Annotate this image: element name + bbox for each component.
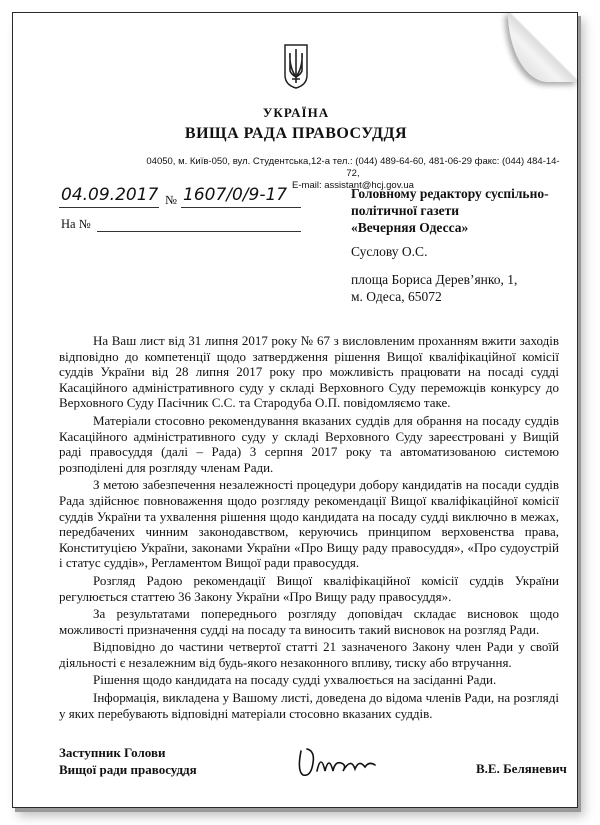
handwritten-signature-icon bbox=[295, 741, 385, 781]
org-address-line: 04050, м. Київ-050, вул. Студентська,12-а тел.: (044) 489-64-60, 481-06-29 факс: (044) 484-14-72, bbox=[146, 156, 560, 179]
trident-emblem-icon bbox=[283, 43, 309, 89]
organization-heading: ВИЩА РАДА ПРАВОСУДДЯ bbox=[184, 125, 408, 142]
signatory-name: В.Е. Беляневич bbox=[476, 761, 567, 776]
recipient-address-line-2: м. Одеса, 65072 bbox=[351, 289, 442, 304]
body-paragraph-3: З метою забезпечення незалежності процедури добору кандидатів на посади суддів Рада здійснює повноваження щодо розгляду рекомендації Вищої кваліфікаційної комісії суддів України та ухвалення рішення щодо кандидата на посаду судді виключно в межах, передбачених чинним законодавством, керуючись принципом верховенства права, Конституцією України, законами України «Про Вищу раду правосуддя», «Про судоустрій і статус суддів», Регламентом Вищої ради правосуддя. bbox=[59, 477, 559, 571]
org-email-line: E-mail: assistant@hcj.gov.ua bbox=[292, 180, 414, 191]
letter-page bbox=[12, 12, 578, 808]
signatory-title bbox=[59, 744, 197, 778]
recipient-block bbox=[351, 185, 549, 236]
country-heading: УКРАЇНА bbox=[262, 105, 330, 120]
body-paragraph-5: За результатами попереднього розгляду доповідач складає висновок щодо можливості призначення судді на посаду та виносить такий висновок на розгляд Ради. bbox=[59, 606, 559, 637]
page-curl bbox=[508, 12, 578, 82]
signatory-title-line-1: Заступник Голови bbox=[59, 745, 166, 760]
letter-body bbox=[59, 333, 559, 723]
body-paragraph-6: Відповідно до частини четвертої статті 21 зазначеного Закону член Ради у своїй діяльності є незалежним від будь-якого незаконного впливу, тиску або втручання. bbox=[59, 639, 559, 670]
recipient-line-1: Головному редактору суспільно- bbox=[351, 186, 549, 201]
recipient-address bbox=[351, 271, 517, 305]
body-paragraph-4: Розгляд Радою рекомендації Вищої кваліфікаційної комісії суддів України регулюється статтею 36 Закону України «Про Вищу раду правосуддя». bbox=[59, 572, 559, 604]
recipient-address-line-1: площа Бориса Дерев’янко, 1, bbox=[351, 272, 518, 287]
reply-to-underline bbox=[97, 231, 301, 232]
recipient-name: Суслову О.С. bbox=[351, 244, 428, 259]
outgoing-number-prefix: № bbox=[165, 193, 177, 207]
outgoing-number: 1607/0/9-17 bbox=[183, 185, 288, 205]
date-underline bbox=[59, 207, 159, 208]
reply-to-label: На № bbox=[61, 217, 91, 231]
body-paragraph-8: Інформація, викладена у Вашому листі, доведена до відома членів Ради, на розгляді у яких перебувають відповідні матеріали стосовно вказаних суддів. bbox=[59, 690, 559, 721]
signatory-title-line-2: Вищої ради правосуддя bbox=[59, 762, 197, 777]
number-underline bbox=[181, 207, 301, 208]
body-paragraph-2: Матеріали стосовно рекомендування вказаних суддів для обрання на посаду суддів Касаційного адміністративного суду у складі Верховного Суду зареєстровані у Вищій раді правосуддя (далі – Рада) 3 серпня 2017 року та автоматизованою системою розподілені для розгляду членам Ради. bbox=[59, 412, 559, 475]
body-paragraph-7: Рішення щодо кандидата на посаду судді ухвалюється на засіданні Ради. bbox=[93, 672, 497, 688]
recipient-line-3: «Вечерняя Одесса» bbox=[351, 220, 469, 235]
outgoing-date: 04.09.2017 bbox=[61, 185, 159, 205]
body-paragraph-1: На Ваш лист від 31 липня 2017 року № 67 з висловленим проханням вжити заходів відповідно до компетенції щодо затвердження рішення Вищої кваліфікаційної комісії суддів України від 28 липня 2017 року про можливість працювати на посаді судді Касаційного адміністративного суду у складі Верховного Суду переможців конкурсу до Верховного Суду Пасічник С.С. та Стародуба О.П. повідомляємо таке. bbox=[59, 333, 559, 411]
recipient-line-2: політичної газети bbox=[351, 203, 460, 218]
